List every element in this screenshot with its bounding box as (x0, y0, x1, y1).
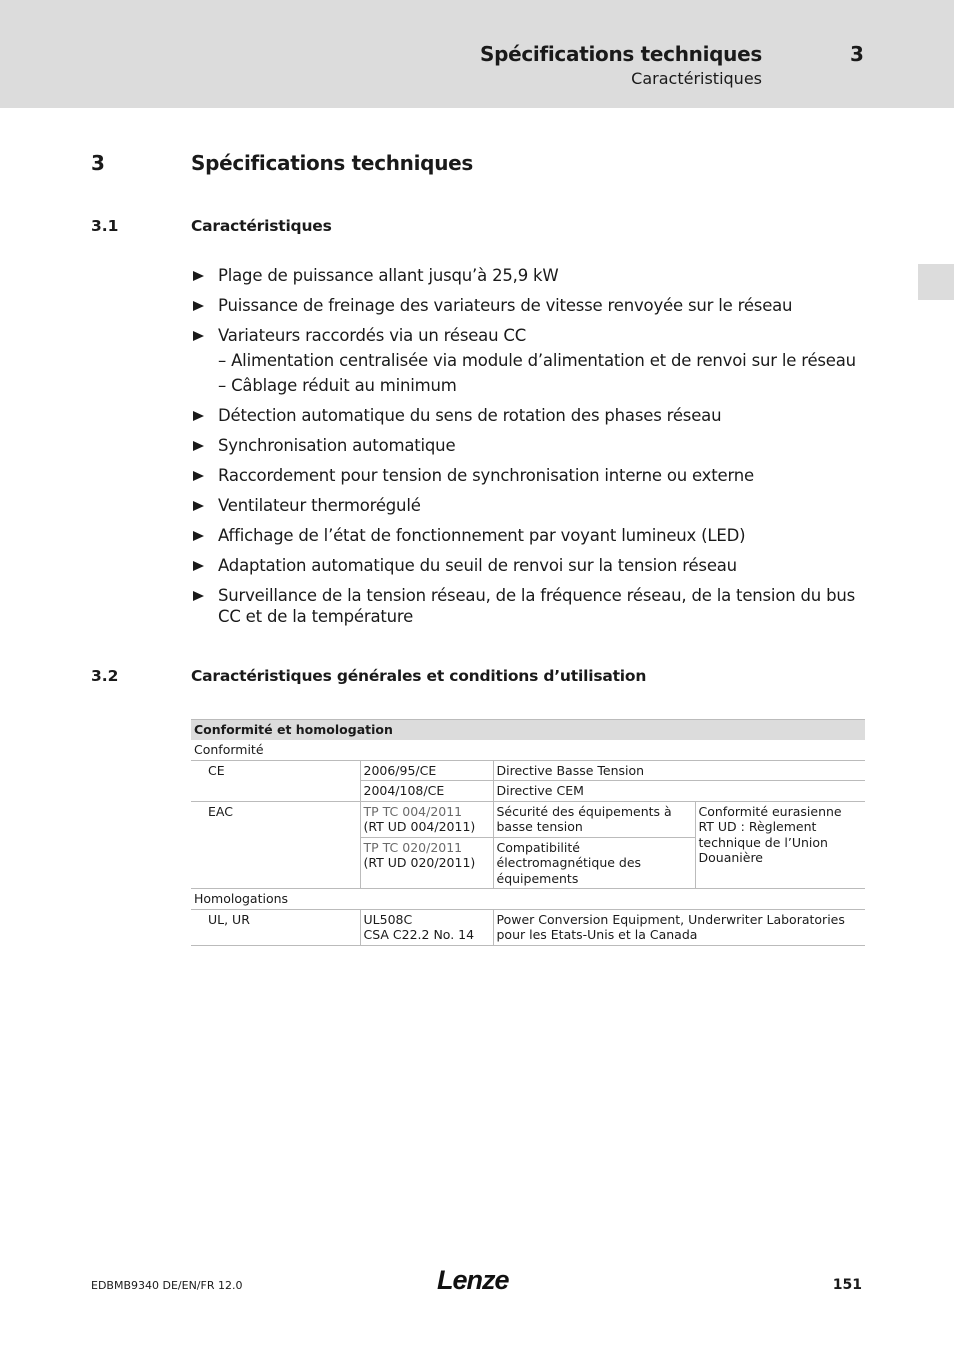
bullet-arrow-icon (193, 531, 204, 541)
ul-code-2: CSA C22.2 No. 14 (363, 927, 475, 942)
ul-code-1: UL508C (363, 911, 413, 927)
eac-note-line-1: Conformité eurasienne (698, 803, 842, 819)
table-group-row (191, 740, 865, 760)
subsection-1-title: Caractéristiques (191, 217, 332, 235)
running-header-subtitle: Caractéristiques (631, 69, 762, 88)
eac-desc-2: Compatibilité électromagnétique des équipements (493, 837, 695, 889)
running-header-chapter: 3 (850, 42, 864, 66)
ul-desc: Power Conversion Equipment, Underwriter Laboratories pour les Etats-Unis et la Canada (493, 909, 865, 945)
running-header-title: Spécifications techniques (479, 42, 762, 66)
section-number: 3 (91, 151, 105, 175)
document-reference: EDBMB9340 DE/EN/FR 12.0 (91, 1279, 243, 1292)
table-row (191, 909, 865, 945)
group-label-homologations: Homologations (191, 889, 865, 910)
chapter-side-tab (918, 264, 954, 300)
bullet-arrow-icon (193, 331, 204, 341)
ul-code (360, 909, 493, 945)
lenze-logo (437, 1264, 515, 1294)
table-group-row (191, 889, 865, 910)
bullet-arrow-icon (193, 561, 204, 571)
ce-desc-2: Directive CEM (493, 781, 865, 802)
subsection-2-title: Caractéristiques générales et conditions d’utilisation (191, 667, 647, 685)
table-row (191, 760, 865, 781)
eac-desc-1: Sécurité des équipements à basse tension (493, 801, 695, 837)
ul-label: UL, UR (191, 909, 360, 945)
ce-code-1: 2006/95/CE (360, 760, 493, 781)
eac-code-2-tp: TP TC 020/2011 (363, 839, 463, 855)
list-item: Adaptation automatique du seuil de renvoi sur la tension réseau (191, 555, 866, 576)
subsection-1-number: 3.1 (91, 217, 119, 235)
eac-code-2 (360, 837, 493, 889)
conformity-table (191, 719, 865, 946)
sub-list-item: – Câblage réduit au minimum (218, 376, 457, 395)
ce-code-2: 2004/108/CE (360, 781, 493, 802)
ce-desc-1: Directive Basse Tension (493, 760, 865, 781)
subsection-2-number: 3.2 (91, 667, 119, 685)
section-title: Spécifications techniques (191, 151, 474, 175)
eac-code-1-tp: TP TC 004/2011 (363, 803, 463, 819)
eac-code-2-rt: (RT UD 020/2011) (363, 855, 476, 870)
list-item: Détection automatique du sens de rotation des phases réseau (191, 405, 866, 426)
list-item: Puissance de freinage des variateurs de vitesse renvoyée sur le réseau (191, 295, 866, 316)
bullet-arrow-icon (193, 271, 204, 281)
bullet-arrow-icon (193, 591, 204, 601)
logo-text: Lenze (437, 1265, 509, 1294)
list-item: Variateurs raccordés via un réseau CC – Alimentation centralisée via module d’alimentation et de renvoi sur le réseau – Câblage réduit au minimum (191, 325, 866, 396)
eac-code-1 (360, 801, 493, 837)
ce-label: CE (191, 760, 360, 801)
bullet-arrow-icon (193, 301, 204, 311)
list-item: Plage de puissance allant jusqu’à 25,9 kW (191, 265, 866, 286)
eac-label: EAC (191, 801, 360, 889)
bullet-arrow-icon (193, 471, 204, 481)
bullet-arrow-icon (193, 441, 204, 451)
group-label-conformity: Conformité (194, 742, 264, 757)
eac-note (695, 801, 865, 889)
list-item: Ventilateur thermorégulé (191, 495, 866, 516)
header-band (0, 0, 954, 108)
bullet-arrow-icon (193, 411, 204, 421)
list-item: Affichage de l’état de fonctionnement par voyant lumineux (LED) (191, 525, 866, 546)
list-item: Synchronisation automatique (191, 435, 866, 456)
table-heading: Conformité et homologation (191, 720, 865, 741)
table-row (191, 801, 865, 837)
list-item: Surveillance de la tension réseau, de la fréquence réseau, de la tension du bus CC et de la température (191, 585, 866, 627)
page-number: 151 (832, 1277, 862, 1293)
bullet-arrow-icon (193, 501, 204, 511)
table-header-row (191, 720, 865, 741)
sub-list-item: – Alimentation centralisée via module d’alimentation et de renvoi sur le réseau (218, 351, 856, 370)
eac-note-line-2: RT UD : Règlement technique de l’Union Douanière (698, 819, 828, 865)
eac-code-1-rt: (RT UD 004/2011) (363, 819, 476, 834)
feature-list (191, 265, 866, 627)
list-item: Raccordement pour tension de synchronisation interne ou externe (191, 465, 866, 486)
